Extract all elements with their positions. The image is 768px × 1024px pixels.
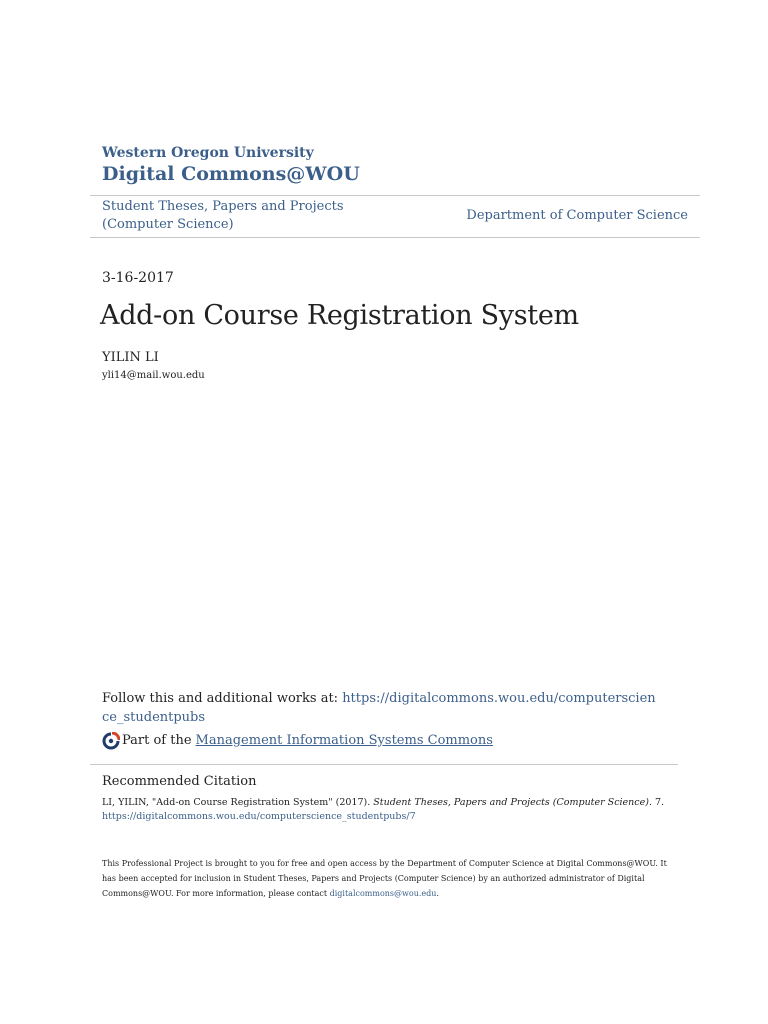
notice-text: This Professional Project is brought to you for free and open access by the Department of Computer Science at Digital Commons@WOU. It has been accepted for inclusion in Student Theses, Papers and Projects (Computer Science) by an authorized administrator of Digital Commons@WOU. For more information, please contact	[102, 859, 667, 898]
follow-works	[102, 689, 662, 727]
commons-discipline-link[interactable]: Management Information Systems Commons	[195, 733, 493, 748]
citation-series: Student Theses, Papers and Projects (Computer Science)	[373, 797, 649, 808]
citation-divider	[90, 764, 678, 765]
series-link[interactable]: Student Theses, Papers and Projects (Computer Science)	[102, 199, 344, 232]
publication-date: 3-16-2017	[102, 270, 174, 286]
citation-text	[102, 796, 682, 824]
author-email: yli14@mail.wou.edu	[102, 370, 205, 381]
citation-prefix: LI, YILIN, "Add-on Course Registration System" (2017).	[102, 797, 374, 808]
paper-title: Add-on Course Registration System	[100, 300, 579, 331]
follow-prefix: Follow this and additional works at:	[102, 691, 343, 706]
access-notice	[102, 856, 677, 901]
citation-heading: Recommended Citation	[102, 774, 257, 789]
repository-header	[102, 145, 360, 185]
header-divider-top	[90, 195, 700, 196]
notice-end: .	[436, 889, 439, 898]
header-divider-bottom	[90, 237, 700, 238]
part-of-commons	[102, 731, 493, 750]
author-name: YILIN LI	[102, 350, 159, 365]
contact-email-link[interactable]: digitalcommons@wou.edu	[329, 889, 437, 898]
department-link[interactable]: Department of Computer Science	[466, 208, 688, 223]
partof-prefix: Part of the	[122, 733, 192, 748]
commons-network-icon	[102, 732, 120, 750]
citation-suffix: . 7.	[648, 797, 665, 808]
repository-name[interactable]: Digital Commons@WOU	[102, 163, 360, 185]
collection-url-link[interactable]: https://digitalcommons.wou.edu/computerscience_studentpubs	[102, 691, 656, 725]
university-name[interactable]: Western Oregon University	[102, 145, 314, 161]
citation-url-link[interactable]: https://digitalcommons.wou.edu/computerscience_studentpubs/7	[102, 811, 416, 822]
